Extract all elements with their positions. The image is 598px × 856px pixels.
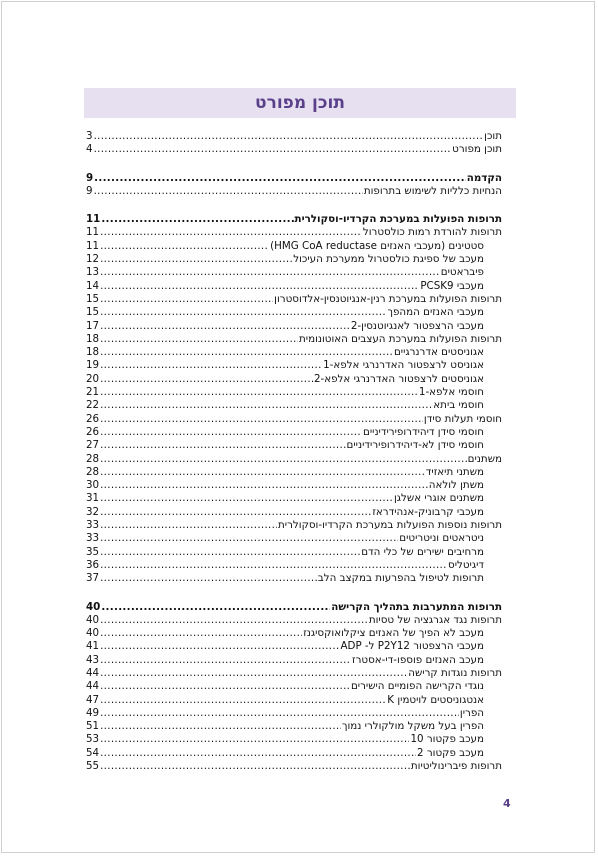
toc-entry-title: מעכב פקטור 10 (410, 733, 484, 746)
toc-entry[interactable] (86, 426, 502, 439)
dot-leader (100, 654, 351, 667)
toc-entry[interactable] (86, 185, 502, 198)
toc-entry[interactable] (86, 627, 502, 640)
toc-entry-page: 32 (86, 505, 100, 518)
dot-leader (100, 226, 362, 239)
table-of-contents (86, 130, 502, 773)
toc-entry[interactable] (86, 399, 502, 412)
toc-entry-title: מעכבי האנזים המהפך (387, 306, 484, 319)
toc-entry[interactable] (86, 439, 502, 452)
toc-entry-page: 18 (86, 346, 100, 359)
toc-entry-page: 18 (86, 332, 100, 345)
toc-entry-page: 11 (86, 239, 100, 252)
toc-entry-page: 9 (86, 184, 93, 197)
toc-entry[interactable] (86, 760, 502, 773)
toc-entry[interactable] (86, 667, 502, 680)
dot-leader (100, 506, 371, 519)
dot-leader (100, 280, 419, 293)
toc-entry-page: 20 (86, 372, 100, 385)
toc-entry-page: 37 (86, 572, 100, 585)
toc-entry-title: הקדמה (466, 171, 502, 184)
toc-entry-page: 15 (86, 292, 100, 305)
dot-leader (100, 492, 393, 505)
toc-entry-page: 53 (86, 733, 100, 746)
toc-entry-page: 47 (86, 693, 100, 706)
toc-entry-page: 43 (86, 653, 100, 666)
dot-leader (100, 519, 277, 532)
dot-leader (101, 601, 330, 614)
dot-leader (100, 667, 407, 680)
toc-entry[interactable] (86, 640, 502, 653)
toc-entry[interactable] (86, 333, 502, 346)
toc-entry[interactable] (86, 143, 502, 156)
toc-entry-title: משתן לולאה (428, 479, 484, 492)
page-number: 4 (503, 797, 511, 810)
dot-leader (100, 453, 467, 466)
dot-leader (100, 320, 350, 333)
toc-entry-title: חוסמי סידן לא-דיהידרופירידיניים (346, 439, 484, 452)
toc-entry-title: מעכב האנזים פוספו-די-אסטרז (352, 653, 484, 666)
toc-entry-title: תרופות הפועלות במערכת רנין-אנגיוטנסין-אלדוסטרון (274, 292, 502, 305)
toc-entry-title: מעכבי הרצפטור לאנגיוטנסין-2 (350, 319, 484, 332)
section-gap (86, 157, 502, 172)
toc-entry-title: נוגדי הקרישה הפומיים הישירים (350, 680, 484, 693)
toc-entry-title: תרופות המתערבות בתהליך הקרישה (331, 600, 502, 613)
toc-entry-page: 19 (86, 359, 100, 372)
toc-entry[interactable] (86, 559, 502, 572)
toc-entry-page: 13 (86, 266, 100, 279)
toc-entry-title: תרופות הפועלות במערכת העצבים האוטונומית (299, 332, 502, 345)
toc-entry-title: מעכב לא הפיך של האנזים ציקלואוקסיגנז (303, 627, 484, 640)
toc-entry-title: דיגיטליס (448, 558, 484, 571)
dot-leader (100, 253, 292, 266)
title-banner (84, 88, 516, 118)
toc-entry-page: 9 (86, 171, 94, 184)
toc-entry[interactable] (86, 601, 502, 614)
toc-entry-page: 36 (86, 558, 100, 571)
toc-entry-title: תרופות נוספות הפועלות במערכת הקרדיו-וסקולרית (278, 519, 502, 532)
toc-entry-page: 51 (86, 720, 100, 733)
toc-entry-page: 21 (86, 386, 100, 399)
dot-leader (100, 546, 360, 559)
toc-entry-title: חוסמי ביתא (433, 399, 484, 412)
toc-entry-title: אגוניסט לרצפטור האדרנרגי אלפא-1 (323, 359, 484, 372)
toc-entry[interactable] (86, 373, 502, 386)
toc-entry[interactable] (86, 280, 502, 293)
toc-entry[interactable] (86, 226, 502, 239)
toc-entry[interactable] (86, 479, 502, 492)
toc-entry-page: 35 (86, 545, 100, 558)
toc-entry-page: 3 (86, 130, 93, 142)
toc-entry-title: תרופות נוגדות קרישה (408, 666, 502, 679)
toc-entry-title: חוסמי תעלות סידן (423, 412, 502, 425)
dot-leader (101, 213, 293, 226)
dot-leader (100, 426, 362, 439)
toc-entry-page: 14 (86, 279, 100, 292)
toc-entry-page: 33 (86, 519, 100, 532)
dot-leader (100, 266, 440, 279)
toc-entry[interactable] (86, 694, 502, 707)
dot-leader (100, 532, 398, 545)
dot-leader (100, 359, 322, 372)
toc-entry-title: תרופות נגד אגרגציה של טסיות (368, 613, 502, 626)
toc-entry-title: תרופות פיברינוליטיות (410, 760, 502, 773)
toc-entry-title: תוכן (484, 130, 502, 142)
toc-entry-page: 22 (86, 399, 100, 412)
dot-leader (100, 720, 341, 733)
dot-leader (100, 694, 386, 707)
toc-entry-title: מעכב פקטור 2 (417, 746, 484, 759)
toc-entry[interactable] (86, 359, 502, 372)
toc-entry[interactable] (86, 680, 502, 693)
toc-entry-page: 27 (86, 439, 100, 452)
dot-leader (100, 386, 418, 399)
toc-entry-title: אגוניסטים לרצפטור האדרנרגי אלפא-2 (313, 372, 484, 385)
toc-entry-title: אגוניסטים אדרנרגיים (393, 346, 484, 359)
toc-entry[interactable] (86, 747, 502, 760)
toc-entry[interactable] (86, 240, 502, 253)
toc-entry[interactable] (86, 733, 502, 746)
toc-entry-title: סטטינים (מעכבי האנזים HMG CoA reductase) (270, 239, 484, 252)
toc-entry[interactable] (86, 320, 502, 333)
toc-entry[interactable] (86, 707, 502, 720)
toc-entry-page: 31 (86, 492, 100, 505)
toc-entry-page: 41 (86, 640, 100, 653)
toc-entry-page: 26 (86, 412, 100, 425)
page-title: תוכן מפורט (255, 93, 345, 113)
toc-entry[interactable] (86, 266, 502, 279)
toc-entry-title: חוסמי אלפא-1 (418, 386, 484, 399)
toc-entry[interactable] (86, 172, 502, 185)
dot-leader (94, 172, 466, 185)
dot-leader (100, 614, 368, 627)
toc-entry[interactable] (86, 346, 502, 359)
toc-entry[interactable] (86, 386, 502, 399)
toc-entry-title: משתנים (467, 452, 502, 465)
toc-entry-page: 17 (86, 319, 100, 332)
toc-entry[interactable] (86, 306, 502, 319)
toc-entry-page: 28 (86, 452, 100, 465)
section-gap (86, 586, 502, 601)
toc-entry-title: ניטראטים וניטריטים (399, 532, 484, 545)
toc-entry-title: מעכב של ספיגת כולסטרול ממערכת העיכול (293, 253, 484, 266)
toc-entry-page: 44 (86, 666, 100, 679)
toc-entry[interactable] (86, 654, 502, 667)
toc-entry[interactable] (86, 532, 502, 545)
toc-entry[interactable] (86, 506, 502, 519)
dot-leader (100, 333, 298, 346)
toc-entry[interactable] (86, 546, 502, 559)
toc-entry[interactable] (86, 466, 502, 479)
dot-leader (100, 439, 345, 452)
dot-leader (100, 413, 423, 426)
toc-entry-page: 11 (86, 226, 100, 239)
toc-entry[interactable] (86, 130, 502, 143)
toc-entry-title: תוכן מפורט (452, 143, 502, 156)
dot-leader (100, 640, 339, 653)
toc-entry-page: 33 (86, 532, 100, 545)
dot-leader (100, 559, 447, 572)
toc-entry[interactable] (86, 213, 502, 226)
dot-leader (100, 293, 273, 306)
toc-entry-title: תרופות להורדת רמות כולסטרול (362, 226, 502, 239)
toc-entry-page: 12 (86, 253, 100, 266)
section-gap (86, 198, 502, 213)
dot-leader (100, 760, 410, 773)
toc-entry-page: 40 (86, 600, 101, 613)
toc-entry-title: פיבראטים (440, 266, 484, 279)
toc-entry-title: הנחיות כלליות לשימוש בתרופות (363, 184, 502, 197)
toc-entry-title: חוסמי סידן דיהידרופירידיניים (363, 425, 484, 438)
toc-entry[interactable] (86, 413, 502, 426)
toc-entry-title: מעכבי הרצפטור P2Y12 ל- ADP (340, 640, 484, 653)
dot-leader (94, 130, 484, 143)
toc-entry[interactable] (86, 614, 502, 627)
dot-leader (100, 306, 386, 319)
dot-leader (100, 346, 393, 359)
dot-leader (100, 240, 269, 253)
dot-leader (100, 572, 317, 585)
toc-entry[interactable] (86, 572, 502, 585)
dot-leader (94, 185, 363, 198)
toc-entry-page: 4 (86, 143, 93, 156)
dot-leader (100, 373, 313, 386)
dot-leader (100, 680, 350, 693)
toc-entry-page: 49 (86, 706, 100, 719)
dot-leader (100, 747, 416, 760)
dot-leader (94, 143, 452, 156)
toc-entry-title: מרחיבים ישירים של כלי הדם (361, 545, 484, 558)
toc-entry[interactable] (86, 519, 502, 532)
dot-leader (100, 627, 302, 640)
toc-entry-title: הפרין (459, 706, 484, 719)
toc-entry-title: מעכבי PCSK9 (420, 279, 484, 292)
toc-entry[interactable] (86, 453, 502, 466)
toc-entry-title: תרופות לטיפול בהפרעות במקצב הלב (317, 572, 484, 585)
dot-leader (100, 733, 409, 746)
toc-entry-title: מעכבי קרבוניק-אנהידראז (372, 505, 484, 518)
toc-entry-title: משתני תיאזיד (425, 465, 484, 478)
toc-entry-page: 30 (86, 479, 100, 492)
toc-entry-page: 54 (86, 746, 100, 759)
toc-entry[interactable] (86, 293, 502, 306)
toc-entry-title: משתנים אוגרי אשלגן (394, 492, 484, 505)
toc-entry-page: 11 (86, 213, 101, 226)
toc-entry[interactable] (86, 720, 502, 733)
toc-entry[interactable] (86, 253, 502, 266)
toc-entry[interactable] (86, 492, 502, 505)
toc-entry-title: אנטגוניסטים לויטמין K (387, 693, 484, 706)
dot-leader (100, 466, 425, 479)
toc-entry-page: 28 (86, 465, 100, 478)
dot-leader (100, 399, 432, 412)
dot-leader (100, 479, 428, 492)
toc-entry-page: 26 (86, 425, 100, 438)
toc-entry-title: הפרין בעל משקל מולקולרי נמוך (341, 720, 484, 733)
toc-entry-page: 55 (86, 760, 100, 773)
toc-entry-page: 40 (86, 627, 100, 640)
toc-entry-page: 44 (86, 680, 100, 693)
toc-entry-page: 15 (86, 306, 100, 319)
toc-entry-page: 40 (86, 613, 100, 626)
toc-entry-title: תרופות הפועלות במערכת הקרדיו-וסקולרית (294, 213, 502, 226)
dot-leader (100, 707, 459, 720)
